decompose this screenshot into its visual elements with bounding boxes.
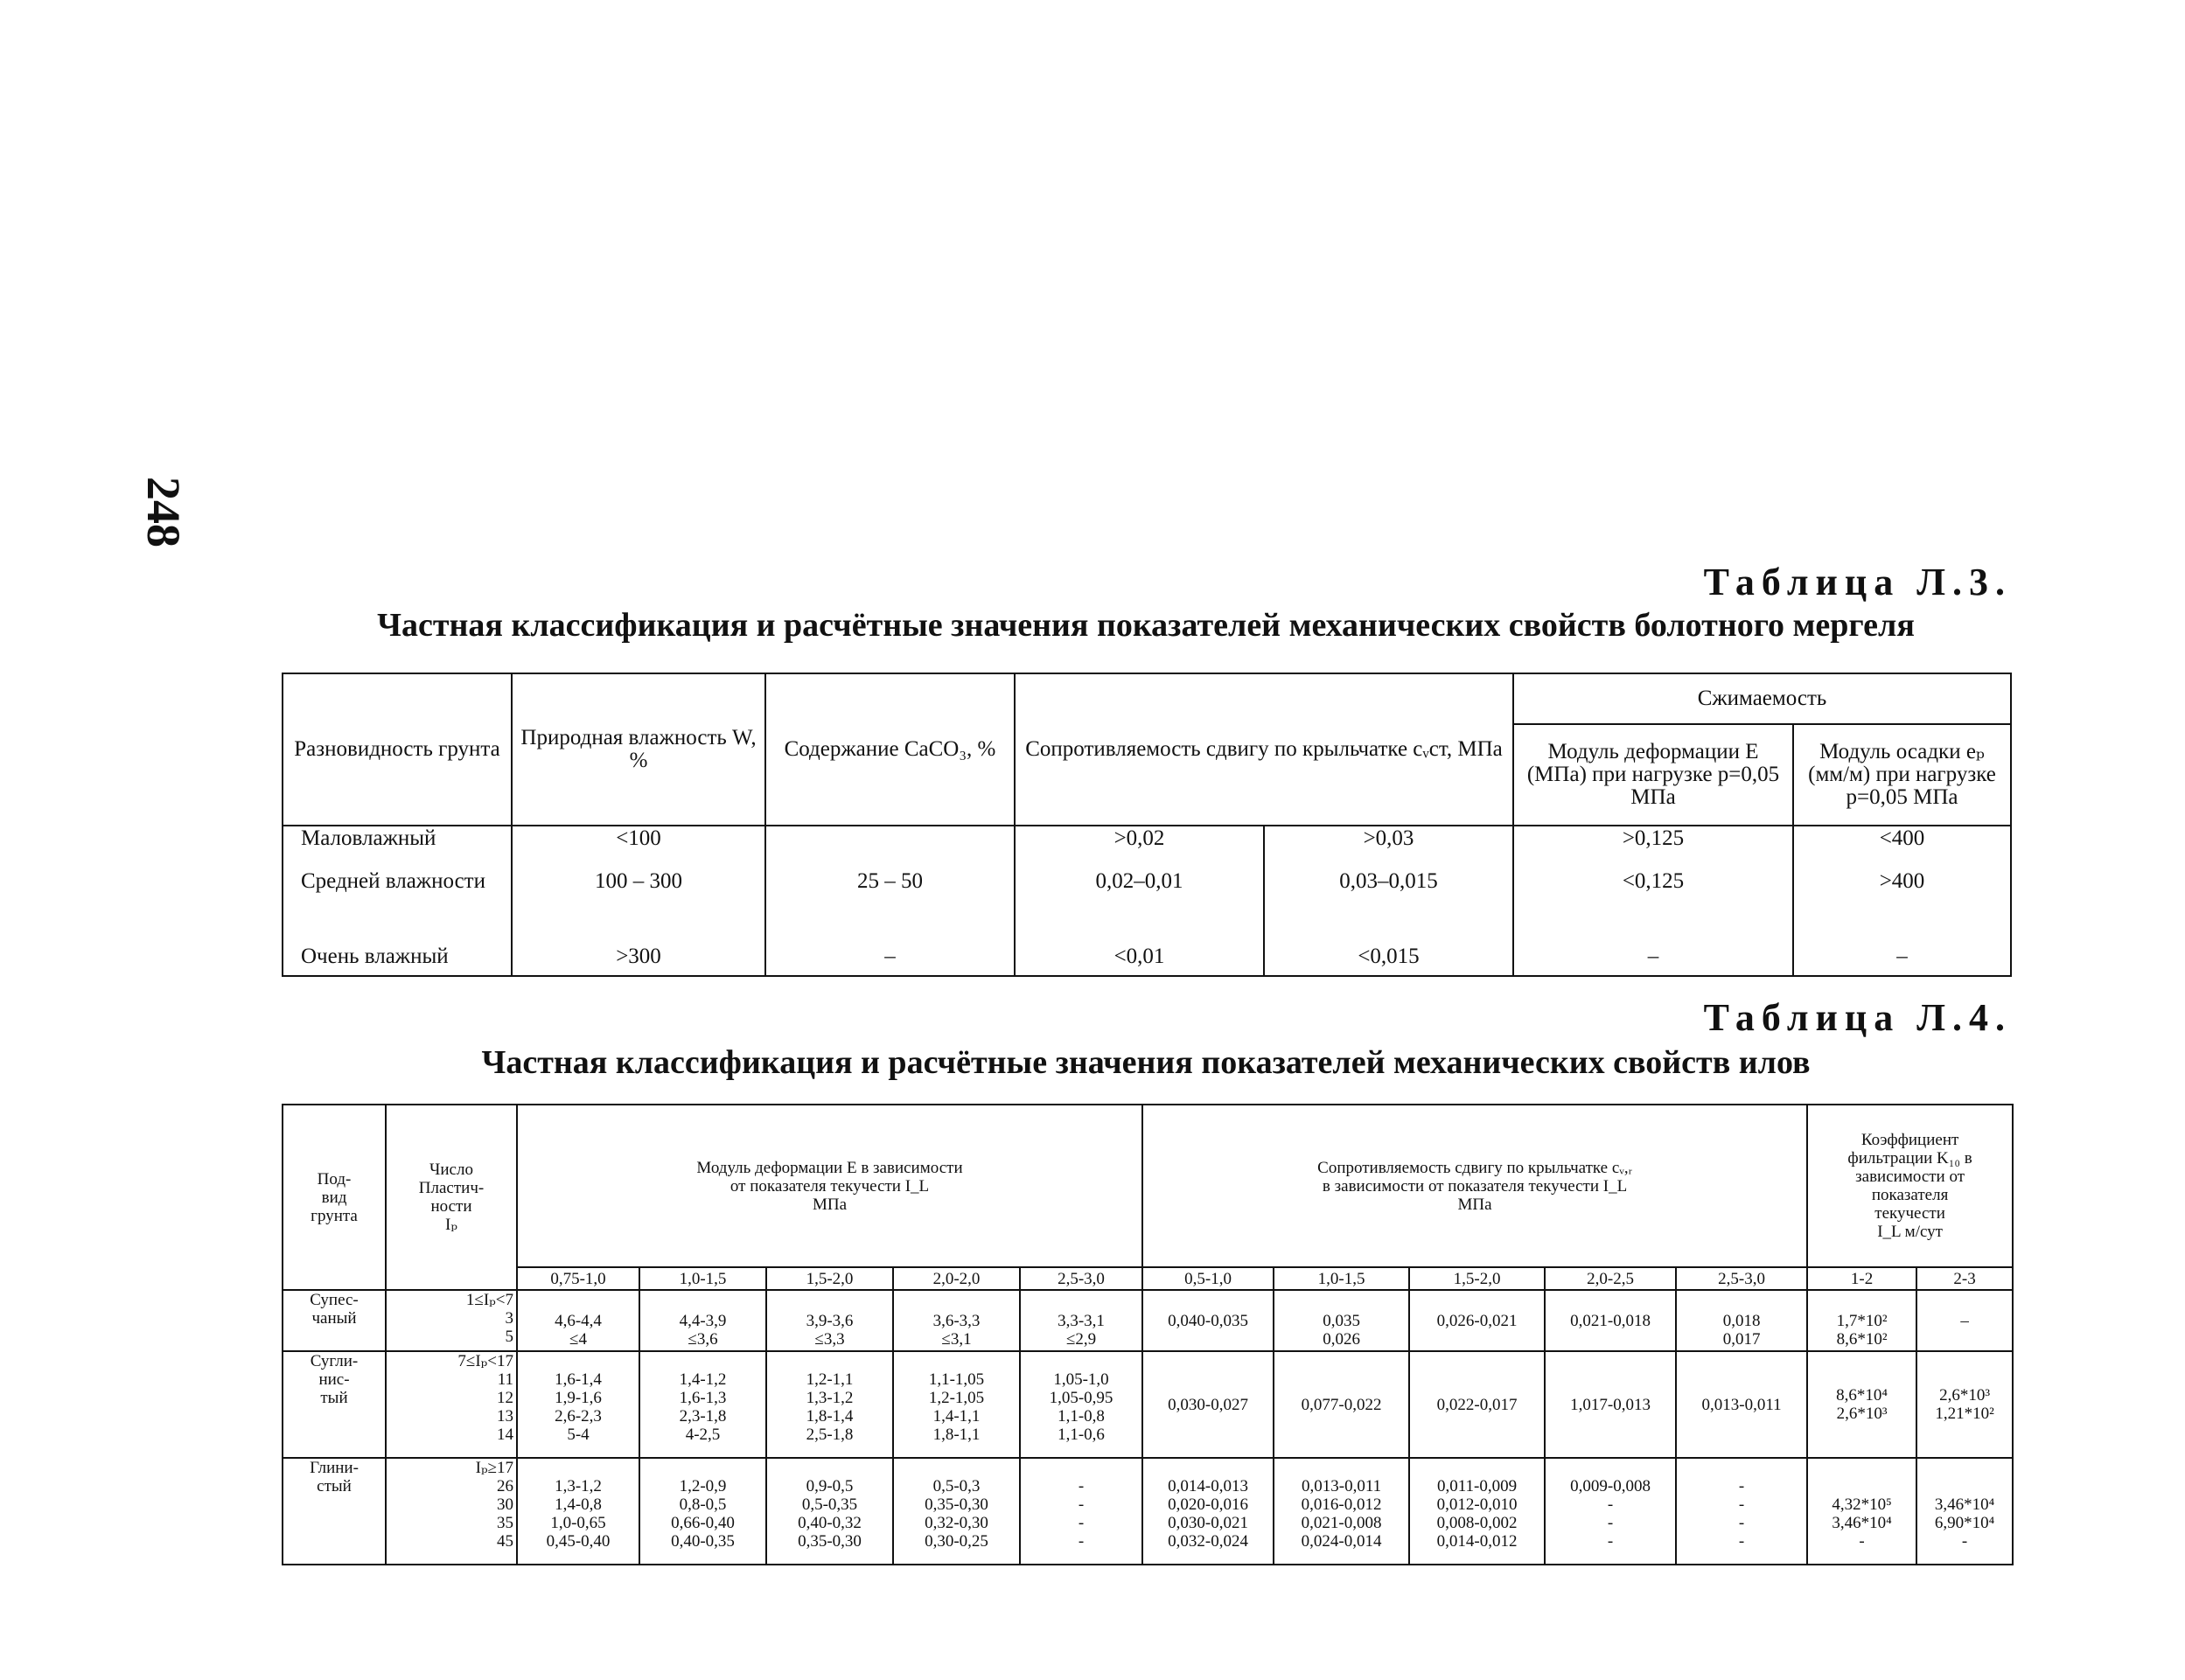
- range-modulus: 2,5-3,0: [1020, 1267, 1142, 1290]
- range-shear: 2,0-2,5: [1545, 1267, 1676, 1290]
- table-row: [283, 1458, 2013, 1565]
- header-shear: Сопротивляемость сдвигу по крыльчатке cᵥ,ᵣ в зависимости от показателя текучести I_L МПа: [1142, 1105, 1807, 1267]
- cell-modulus: 0,9-0,5 0,5-0,35 0,40-0,32 0,35-0,30: [766, 1458, 893, 1565]
- cell-modulus: 1,3-1,2 1,4-0,8 1,0-0,65 0,45-0,40: [517, 1458, 639, 1565]
- cell-shear-2: <0,015: [1264, 945, 1513, 976]
- cell-moisture: <100: [512, 826, 765, 869]
- header-plasticity: Число Пластич- ности Iₚ: [386, 1105, 517, 1290]
- range-shear: 0,5-1,0: [1142, 1267, 1274, 1290]
- cell-filtration: 1,7*10² 8,6*10²: [1807, 1290, 1916, 1351]
- cell-plasticity: Iₚ≥17 26 30 35 45: [386, 1458, 517, 1565]
- cell-deform: –: [1513, 945, 1793, 976]
- header-shear: Сопротивляемость сдвигу по крыльчатке cᵥcт, МПа: [1015, 673, 1513, 826]
- range-modulus: 1,5-2,0: [766, 1267, 893, 1290]
- header-subtype: Под- вид грунта: [283, 1105, 386, 1290]
- cell-filtration: 2,6*10³ 1,21*10²: [1916, 1351, 2013, 1458]
- row-name: Очень влажный: [283, 945, 512, 976]
- cell-deform: <0,125: [1513, 869, 1793, 945]
- table-l3-title: Частная классификация и расчётные значения показателей механических свойств болотного мергеля: [377, 607, 1915, 644]
- cell-shear: 0,013-0,011: [1676, 1351, 1807, 1458]
- header-compressibility: Сжимаемость: [1513, 673, 2011, 724]
- cell-modulus: 1,2-0,9 0,8-0,5 0,66-0,40 0,40-0,35: [639, 1458, 766, 1565]
- cell-shear-1: >0,02: [1015, 826, 1264, 869]
- range-filtration: 1-2: [1807, 1267, 1916, 1290]
- header-settle-modulus: Модуль осадки eₚ (мм/м) при нагрузке p=0,05 МПа: [1793, 724, 2011, 826]
- cell-modulus: 3,6-3,3 ≤3,1: [893, 1290, 1020, 1351]
- cell-modulus: 1,05-1,0 1,05-0,95 1,1-0,8 1,1-0,6: [1020, 1351, 1142, 1458]
- cell-deform: >0,125: [1513, 826, 1793, 869]
- header-variety: Разновидность грунта: [283, 673, 512, 826]
- cell-plasticity: 1≤Iₚ<7 3 5: [386, 1290, 517, 1351]
- cell-shear: 0,026-0,021: [1409, 1290, 1545, 1351]
- cell-subtype: Сугли- нис- тый: [283, 1351, 386, 1458]
- cell-shear: 0,021-0,018: [1545, 1290, 1676, 1351]
- range-modulus: 0,75-1,0: [517, 1267, 639, 1290]
- cell-shear-2: >0,03: [1264, 826, 1513, 869]
- range-shear: 1,0-1,5: [1274, 1267, 1409, 1290]
- table-l4-label: Таблица Л.4.: [1703, 996, 2012, 1039]
- range-shear: 1,5-2,0: [1409, 1267, 1545, 1290]
- cell-shear: - - - -: [1676, 1458, 1807, 1565]
- table-row: [283, 1351, 2013, 1458]
- cell-shear: 0,030-0,027: [1142, 1351, 1274, 1458]
- cell-shear: 0,018 0,017: [1676, 1290, 1807, 1351]
- cell-shear-2: 0,03–0,015: [1264, 869, 1513, 945]
- cell-caco3: 25 – 50: [765, 869, 1015, 945]
- cell-filtration: 3,46*10⁴ 6,90*10⁴ -: [1916, 1458, 2013, 1565]
- cell-shear: 0,009-0,008 - - -: [1545, 1458, 1676, 1565]
- cell-modulus: 4,4-3,9 ≤3,6: [639, 1290, 766, 1351]
- table-l4: [282, 1104, 2014, 1565]
- header-modulus: Модуль деформации E в зависимости от показателя текучести I_L МПа: [517, 1105, 1142, 1267]
- cell-modulus: 4,6-4,4 ≤4: [517, 1290, 639, 1351]
- header-deform-modulus: Модуль деформации E (МПа) при нагрузке p=0,05 МПа: [1513, 724, 1793, 826]
- cell-filtration: –: [1916, 1290, 2013, 1351]
- table-l3-label: Таблица Л.3.: [1703, 561, 2012, 603]
- cell-caco3: [765, 826, 1015, 869]
- cell-modulus: 1,1-1,05 1,2-1,05 1,4-1,1 1,8-1,1: [893, 1351, 1020, 1458]
- cell-modulus: 3,9-3,6 ≤3,3: [766, 1290, 893, 1351]
- row-name: Маловлажный: [283, 826, 512, 869]
- cell-subtype: Супес- чаный: [283, 1290, 386, 1351]
- table-row: [283, 826, 2011, 869]
- cell-modulus: 3,3-3,1 ≤2,9: [1020, 1290, 1142, 1351]
- table-row: [283, 945, 2011, 976]
- row-name: Средней влажности: [283, 869, 512, 945]
- cell-shear: 0,022-0,017: [1409, 1351, 1545, 1458]
- cell-shear-1: 0,02–0,01: [1015, 869, 1264, 945]
- cell-modulus: 1,2-1,1 1,3-1,2 1,8-1,4 2,5-1,8: [766, 1351, 893, 1458]
- cell-settle: <400: [1793, 826, 2011, 869]
- cell-filtration: 4,32*10⁵ 3,46*10⁴ -: [1807, 1458, 1916, 1565]
- cell-settle: –: [1793, 945, 2011, 976]
- table-row: [283, 869, 2011, 945]
- cell-shear: 0,013-0,011 0,016-0,012 0,021-0,008 0,024-0,014: [1274, 1458, 1409, 1565]
- cell-moisture: 100 – 300: [512, 869, 765, 945]
- cell-shear: 0,040-0,035: [1142, 1290, 1274, 1351]
- header-moisture: Природная влажность W, %: [512, 673, 765, 826]
- range-modulus: 2,0-2,0: [893, 1267, 1020, 1290]
- cell-shear: 0,011-0,009 0,012-0,010 0,008-0,002 0,014-0,012: [1409, 1458, 1545, 1565]
- header-filtration: Коэффициент фильтрации K₁₀ в зависимости от показателя текучести I_L м/сут: [1807, 1105, 2013, 1267]
- table-row: [283, 1290, 2013, 1351]
- cell-filtration: 8,6*10⁴ 2,6*10³: [1807, 1351, 1916, 1458]
- cell-modulus: - - - -: [1020, 1458, 1142, 1565]
- range-filtration: 2-3: [1916, 1267, 2013, 1290]
- cell-shear: 0,077-0,022: [1274, 1351, 1409, 1458]
- cell-shear: 0,014-0,013 0,020-0,016 0,030-0,021 0,032-0,024: [1142, 1458, 1274, 1565]
- cell-subtype: Глини- стый: [283, 1458, 386, 1565]
- range-shear: 2,5-3,0: [1676, 1267, 1807, 1290]
- header-caco3: Содержание CaCO₃, %: [765, 673, 1015, 826]
- cell-caco3: –: [765, 945, 1015, 976]
- cell-modulus: 1,6-1,4 1,9-1,6 2,6-2,3 5-4: [517, 1351, 639, 1458]
- table-l4-title: Частная классификация и расчётные значения показателей механических свойств илов: [481, 1044, 1811, 1081]
- cell-plasticity: 7≤Iₚ<17 11 12 13 14: [386, 1351, 517, 1458]
- cell-shear: 0,035 0,026: [1274, 1290, 1409, 1351]
- cell-shear-1: <0,01: [1015, 945, 1264, 976]
- cell-shear: 1,017-0,013: [1545, 1351, 1676, 1458]
- cell-settle: >400: [1793, 869, 2011, 945]
- cell-modulus: 0,5-0,3 0,35-0,30 0,32-0,30 0,30-0,25: [893, 1458, 1020, 1565]
- range-modulus: 1,0-1,5: [639, 1267, 766, 1290]
- table-l3: [282, 673, 2012, 977]
- page-number: 248: [137, 477, 190, 547]
- cell-modulus: 1,4-1,2 1,6-1,3 2,3-1,8 4-2,5: [639, 1351, 766, 1458]
- cell-moisture: >300: [512, 945, 765, 976]
